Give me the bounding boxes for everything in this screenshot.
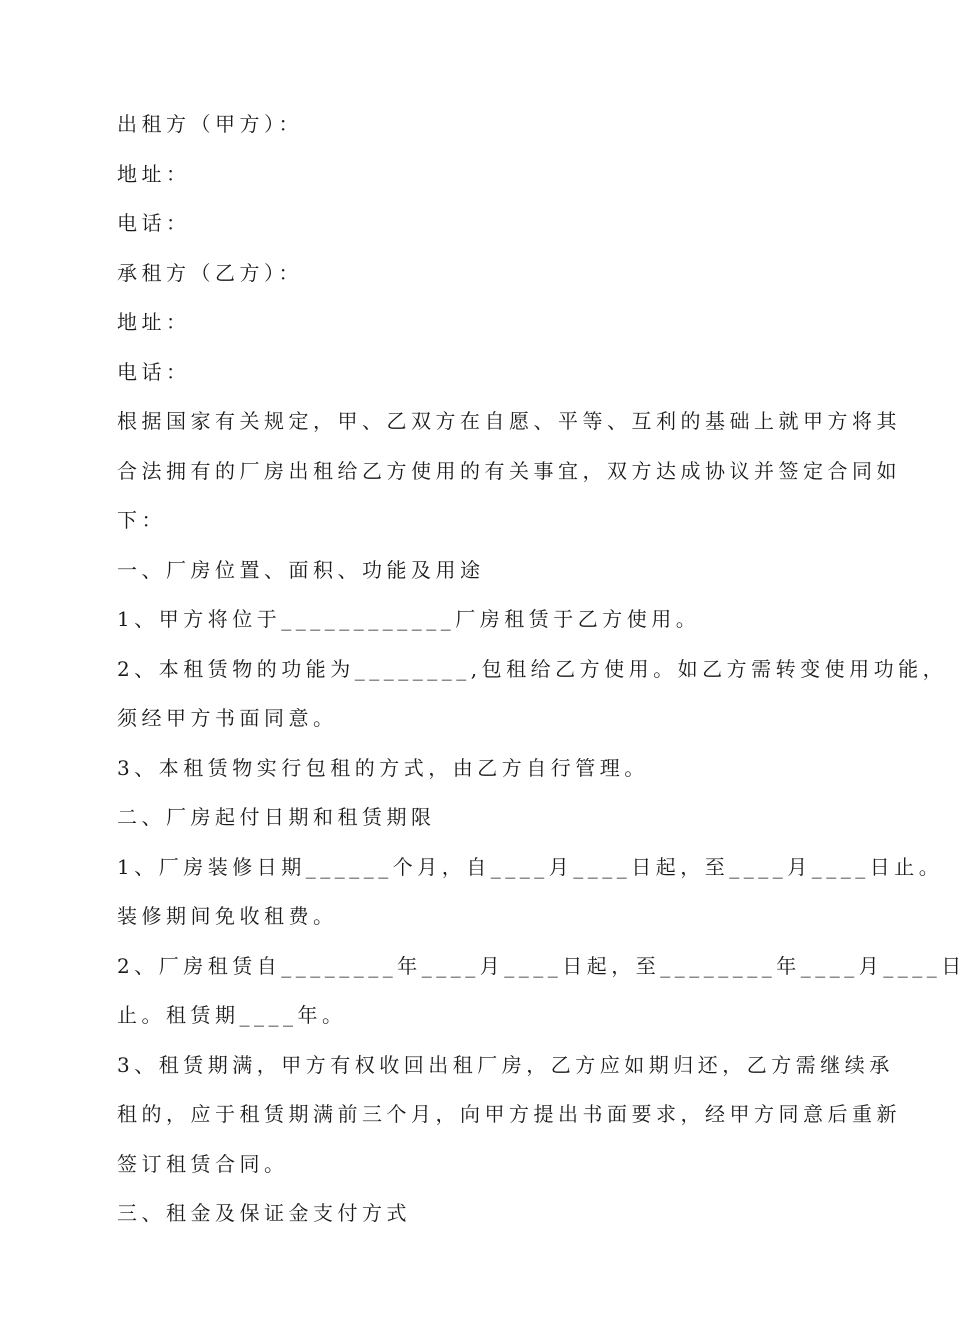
lessee-label: 承租方（乙方）： [117, 260, 303, 285]
lessor-label: 出租方（甲方）： [117, 112, 303, 136]
clause-2-3-line-2: 租的，应于租赁期满前三个月，向甲方提出书面要求，经甲方同意后重新 [117, 1102, 901, 1126]
clause-2-3-line-3: 签订租赁合同。 [117, 1151, 289, 1176]
clause-1-2-line-1: 2、本租赁物的功能为________,包租给乙方使用。如乙方需转变使用功能， [117, 656, 948, 681]
clause-1-2-line-2: 须经甲方书面同意。 [117, 706, 338, 730]
clause-2-1-line-1: 1、厂房装修日期______个月，自____月____日起，至____月____日止。 [117, 854, 944, 879]
section-2-heading: 二、厂房起付日期和租赁期限 [117, 805, 436, 829]
preamble-line-1: 根据国家有关规定，甲、乙双方在自愿、平等、互利的基础上就甲方将其 [117, 409, 901, 433]
clause-2-2-line-2: 止。租赁期____年。 [117, 1003, 347, 1027]
preamble-line-2: 合法拥有的厂房出租给乙方使用的有关事宜，双方达成协议并签定合同如 [117, 458, 901, 483]
clause-1-3: 3、本租赁物实行包租的方式，由乙方自行管理。 [117, 755, 649, 780]
clause-1-1: 1、甲方将位于____________厂房租赁于乙方使用。 [117, 607, 701, 631]
section-3-heading: 三、租金及保证金支付方式 [117, 1201, 411, 1225]
lessor-phone-label: 电话： [117, 211, 191, 235]
preamble-line-3: 下： [117, 508, 166, 532]
clause-2-2-line-1: 2、厂房租赁自________年____月____日起，至________年____月____日 [117, 953, 966, 978]
clause-2-3-line-1: 3、租赁期满，甲方有权收回出租厂房，乙方应如期归还，乙方需继续承 [117, 1052, 894, 1077]
lessee-phone-label: 电话： [117, 359, 191, 384]
clause-2-1-line-2: 装修期间免收租费。 [117, 904, 338, 928]
section-1-heading: 一、厂房位置、面积、功能及用途 [117, 557, 485, 582]
document-body [117, 100, 966, 1239]
lessee-address-label: 地址： [117, 310, 191, 334]
lessor-address-label: 地址： [117, 161, 191, 186]
